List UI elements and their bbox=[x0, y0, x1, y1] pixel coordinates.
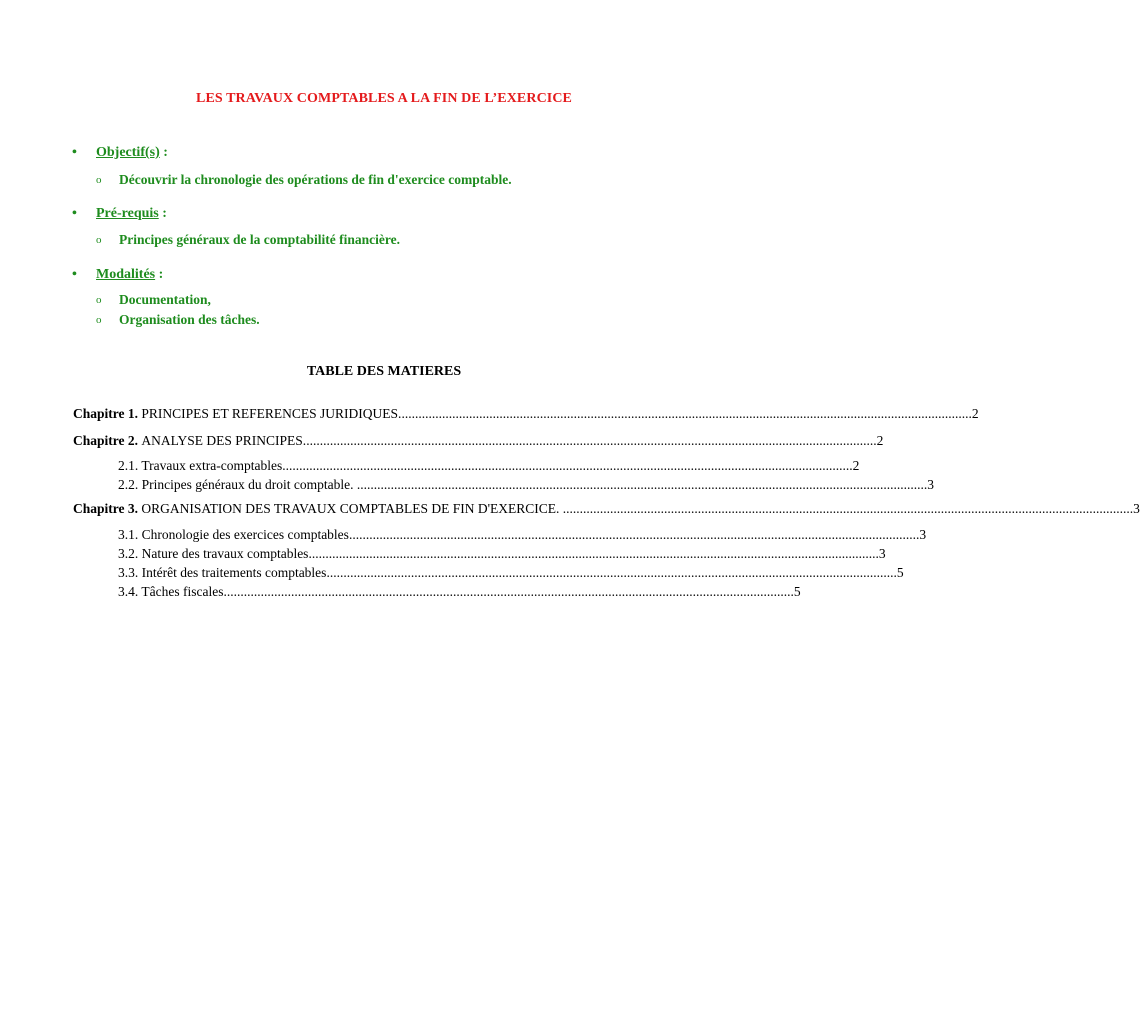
bullet-icon: • bbox=[72, 206, 77, 221]
section-suffix: : bbox=[159, 145, 168, 160]
toc-leader: ......................................................................................................................................................................... bbox=[306, 433, 877, 448]
toc-entry-prefix: Chapitre 2. bbox=[73, 433, 142, 448]
toc-entry-label: 3.4. Tâches fiscales bbox=[118, 584, 224, 599]
toc-entry-label: 2.1. Travaux extra-comptables bbox=[118, 458, 283, 473]
toc-entry-prefix: Chapitre 1. bbox=[73, 406, 142, 421]
toc-entry-chapitre-1[interactable] bbox=[73, 406, 979, 422]
bullet-icon: • bbox=[72, 267, 77, 282]
sub-item bbox=[96, 172, 512, 188]
section-label: Pré-requis bbox=[96, 206, 159, 221]
toc-leader: ......................................................................................................................................................................... bbox=[223, 584, 794, 599]
toc-entry-3-3[interactable] bbox=[118, 565, 904, 581]
sub-item-text: Organisation des tâches. bbox=[119, 312, 260, 327]
toc-page-number: 5 bbox=[896, 565, 904, 580]
sub-item-text: Principes généraux de la comptabilité financière. bbox=[119, 232, 400, 247]
toc-entry-label: 3.2. Nature des travaux comptables bbox=[118, 546, 309, 561]
toc-title: TABLE DES MATIERES bbox=[306, 364, 462, 379]
toc-entry-2-1[interactable] bbox=[118, 458, 860, 474]
section-label: Objectif(s) bbox=[96, 145, 160, 160]
toc-entry-label: ORGANISATION DES TRAVAUX COMPTABLES DE FIN D'EXERCICE. bbox=[141, 501, 563, 516]
sub-item bbox=[96, 232, 400, 248]
sub-item-text: Documentation, bbox=[119, 292, 211, 307]
toc-entry-prefix: Chapitre 3. bbox=[73, 501, 142, 516]
toc-page-number: 5 bbox=[793, 584, 801, 599]
circle-bullet-icon: o bbox=[96, 234, 102, 246]
toc-page-number: 3 bbox=[927, 477, 934, 492]
toc-entry-3-4[interactable] bbox=[118, 584, 801, 600]
section-label: Modalités bbox=[96, 267, 156, 282]
toc-page-number: 3 bbox=[919, 527, 927, 542]
toc-leader: ......................................................................................................................................................................... bbox=[348, 527, 920, 542]
toc-entry-label: PRINCIPES ET REFERENCES JURIDIQUES. bbox=[141, 406, 402, 421]
toc-page-number: 2 bbox=[971, 406, 979, 421]
toc-leader: ......................................................................................................................................................................... bbox=[326, 565, 897, 580]
toc-entry-label: 2.2. Principes généraux du droit comptable. bbox=[118, 477, 357, 492]
toc-entry-chapitre-3[interactable] bbox=[73, 501, 1140, 517]
section-suffix: : bbox=[158, 206, 167, 221]
toc-leader: ......................................................................................................................................................................... bbox=[308, 546, 879, 561]
toc-entry-3-1[interactable] bbox=[118, 527, 927, 543]
toc-leader: ......................................................................................................................................................................... bbox=[282, 458, 853, 473]
sub-item bbox=[96, 312, 260, 328]
toc-entry-chapitre-2[interactable] bbox=[73, 433, 884, 449]
toc-entry-label: 3.1. Chronologie des exercices comptables bbox=[118, 527, 349, 542]
toc-leader: ......................................................................................................................................................................... bbox=[562, 501, 1134, 516]
toc-page-number: 3 bbox=[878, 546, 886, 561]
toc-entry-2-2[interactable] bbox=[118, 477, 934, 493]
toc-entry-label: 3.3. Intérêt des traitements comptables bbox=[118, 565, 327, 580]
bullet-icon: • bbox=[72, 145, 77, 160]
circle-bullet-icon: o bbox=[96, 294, 102, 306]
circle-bullet-icon: o bbox=[96, 314, 102, 326]
toc-entry-3-2[interactable] bbox=[118, 546, 886, 562]
sub-item bbox=[96, 292, 211, 308]
toc-leader: ......................................................................................................................................................................... bbox=[356, 477, 928, 492]
toc-entry-label: ANALYSE DES PRINCIPES. bbox=[141, 433, 307, 448]
section-suffix: : bbox=[155, 267, 164, 282]
toc-page-number: 3 bbox=[1133, 501, 1140, 516]
sub-item-text: Découvrir la chronologie des opérations de fin d'exercice comptable. bbox=[119, 172, 512, 187]
toc-leader: ......................................................................................................................................................................... bbox=[401, 406, 972, 421]
toc-page-number: 2 bbox=[852, 458, 860, 473]
document-title: LES TRAVAUX COMPTABLES A LA FIN DE L’EXERCICE bbox=[196, 91, 572, 106]
toc-page-number: 2 bbox=[876, 433, 884, 448]
circle-bullet-icon: o bbox=[96, 174, 102, 186]
